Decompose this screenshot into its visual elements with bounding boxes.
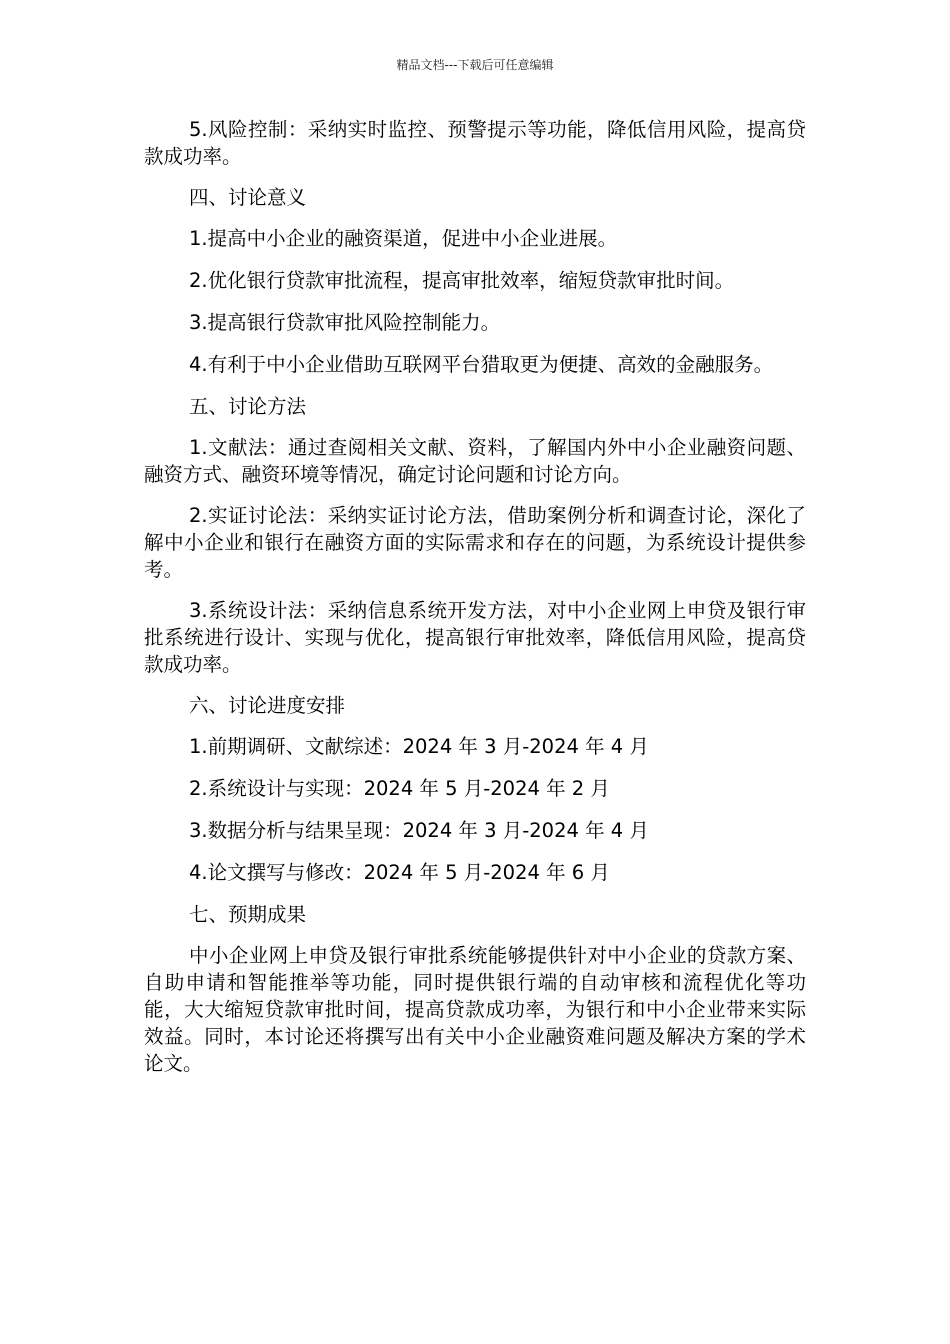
section-heading-significance: 四、讨论意义 <box>189 186 307 209</box>
document-body <box>144 116 806 1091</box>
list-item: 3.提高银行贷款审批风险控制能力。 <box>189 311 501 334</box>
list-item: 4.有利于中小企业借助互联网平台猎取更为便捷、高效的金融服务。 <box>189 353 774 376</box>
list-item: 4.论文撰写与修改：2024 年 5 月-2024 年 6 月 <box>189 861 610 884</box>
section-heading-schedule: 六、讨论进度安排 <box>189 694 346 717</box>
page-header: 精品文档---下载后可任意编辑 <box>396 58 554 72</box>
list-item: 2.实证讨论法：采纳实证讨论方法，借助案例分析和调查讨论，深化了解中小企业和银行在融资方面的实际需求和存在的问题，为系统设计提供参考。 <box>144 504 806 581</box>
list-item: 1.文献法：通过查阅相关文献、资料，了解国内外中小企业融资问题、融资方式、融资环境等情况，确定讨论问题和讨论方向。 <box>144 436 806 486</box>
list-item: 1.前期调研、文献综述：2024 年 3 月-2024 年 4 月 <box>189 735 649 758</box>
paragraph-expected-results: 中小企业网上申贷及银行审批系统能够提供针对中小企业的贷款方案、自助申请和智能推举等功能，同时提供银行端的自动审核和流程优化等功能，大大缩短贷款审批时间，提高贷款成功率，为银行和中小企业带来实际效益。同时，本讨论还将撰写出有关中小企业融资难问题及解决方案的学术论文。 <box>144 944 806 1075</box>
section-heading-expected-results: 七、预期成果 <box>189 903 307 926</box>
list-item: 3.系统设计法：采纳信息系统开发方法，对中小企业网上申贷及银行审批系统进行设计、实现与优化，提高银行审批效率，降低信用风险，提高贷款成功率。 <box>144 599 806 676</box>
list-item: 2.系统设计与实现：2024 年 5 月-2024 年 2 月 <box>189 777 610 800</box>
paragraph-risk-control: 5.风险控制：采纳实时监控、预警提示等功能，降低信用风险，提高贷款成功率。 <box>144 118 806 168</box>
list-item: 3.数据分析与结果呈现：2024 年 3 月-2024 年 4 月 <box>189 819 649 842</box>
list-item: 1.提高中小企业的融资渠道，促进中小企业进展。 <box>189 227 618 250</box>
list-item: 2.优化银行贷款审批流程，提高审批效率，缩短贷款审批时间。 <box>189 269 735 292</box>
section-heading-methods: 五、讨论方法 <box>189 395 307 418</box>
